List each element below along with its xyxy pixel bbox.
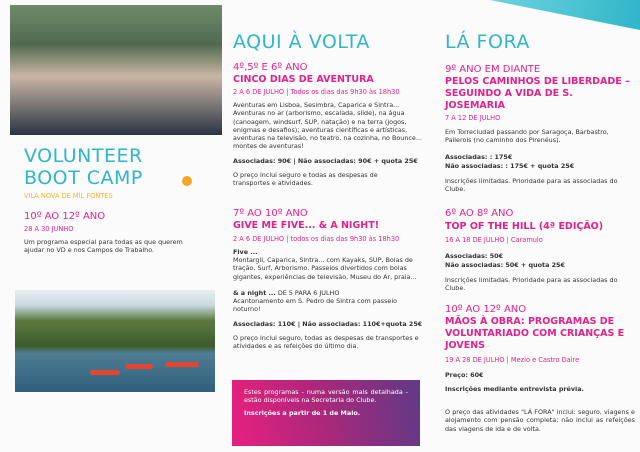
s2-night-date: DE 5 PARA 6 JULHO	[277, 289, 340, 297]
r2-date: 16 A 18 DE JULHO | Caramulo	[445, 236, 543, 244]
r2-note: Inscrições limitadas. Prioridade para as associadas do Clube.	[445, 276, 618, 293]
s1-title: CINCO DIAS DE AVENTURA	[233, 74, 374, 85]
s2-five-desc: Montargil, Caparica, Sintra... com Kayaks, SUP, Boias de tração, Surf, Arborismo. Passeios divertidos com bolas gigantes, experiências de televisão, Museu do Ar, praia...	[233, 256, 417, 281]
kayak	[90, 370, 120, 375]
flower-icon	[182, 176, 192, 186]
location: VILA NOVA DE MIL FONTES	[24, 192, 113, 200]
aqui-a-volta-heading: AQUI À VOLTA	[233, 31, 370, 53]
r1-grade: 9º ANO EM DIANTE	[445, 64, 541, 75]
s2-night-desc: Acantonamento em S. Pedro de Sintra com passeio noturno!	[233, 297, 398, 314]
kayak	[165, 362, 199, 367]
s2-night-label: & a night ...	[233, 289, 276, 297]
r1-note: Inscrições limitadas. Prioridade para as associadas do Clube.	[445, 177, 618, 194]
info-box	[232, 380, 420, 446]
kayak	[125, 364, 153, 369]
r3-grade: 10º AO 12º ANO	[445, 304, 527, 315]
s2-note: O preço inclui seguro, todas as despesas de transportes e atividades e as refeições do último dia.	[233, 334, 419, 351]
s1-grade: 4º,5º E 6º ANO	[233, 62, 308, 73]
volunteer-title: VOLUNTEER	[24, 145, 143, 167]
s2-five-label: Five ...	[233, 248, 258, 256]
r1-price1: Associadas: : 175€	[445, 153, 513, 161]
info-box-text: Estes programas - numa versão mais detalhada - estão disponíveis na Secretaria do Clube.	[244, 388, 408, 405]
bootcamp-grade: 10º AO 12º ANO	[24, 211, 106, 222]
la-fora-footer: O preço das atividades "LÁ FORA" inclui: seguro, viagens e alojamento com pensão completa; não inclui as refeições das viagens de ida e de volta.	[445, 408, 635, 433]
r3-title: MÃOS À OBRA: PROGRAMAS DE VOLUNTARIADO COM CRIANÇAS E JOVENS	[445, 316, 625, 351]
r1-desc: Em Torreciudad passando por Saragoça, Barbastro, Pallerols (no caminho dos Pirenéus).	[445, 128, 609, 145]
r3-price: Preço: 60€	[445, 371, 484, 379]
r2-title: TOP OF THE HILL (4ª EDIÇÃO)	[445, 221, 604, 232]
kayak-photo	[15, 290, 215, 392]
s1-date: 2 A 6 DE JULHO | Todos os dias das 9h30 às 18h30	[233, 88, 400, 96]
r2-grade: 6º AO 8º ANO	[445, 208, 514, 219]
r1-title: PELOS CAMINHOS DE LIBERDADE – SEGUINDO A VIDA DE S. JOSEMARIA	[445, 76, 630, 111]
r3-date: 19 A 28 DE JULHO | Mezio e Castro Daire	[445, 356, 580, 364]
r1-date: 7 A 12 DE JULHO	[445, 114, 501, 122]
girls-photo	[10, 5, 222, 135]
decorative-triangle	[490, 0, 640, 30]
s2-title: GIVE ME FIVE... & A NIGHT!	[233, 220, 380, 231]
info-box-signup: Inscrições a partir de 1 de Maio.	[244, 408, 361, 417]
s2-grade: 7º AO 10º ANO	[233, 208, 308, 219]
s2-prices: Associadas: 110€ | Não associadas: 110€+quota 25€	[233, 320, 423, 328]
bootcamp-desc: Um programa especial para todas as que querem ajudar no VD e nos Campos de Trabalho.	[24, 238, 183, 255]
s2-date: 2 A 6 DE JULHO | todos os dias das 9h30 às 18h30	[233, 235, 400, 243]
s1-desc: Aventuras em Lisboa, Sesimbra, Caparica e Sintra... Aventuras no ar (arborismo, escalada, slide), na água (canoagem, windsurf, SUP, natação) e na terra (jogos, enigmas e desafios); aventuras científicas e artísticas, aventuras na televisão, no teatro, na cozinha, no Bounce... montes de aventuras!	[233, 101, 422, 151]
s1-prices: Associadas: 90€ | Não associadas: 90€ + quota 25€	[233, 157, 418, 165]
la-fora-heading: LÁ FORA	[445, 31, 530, 53]
bootcamp-date: 28 A 30 JUNHO	[24, 225, 74, 233]
bootcamp-title: BOOT CAMP	[24, 167, 143, 189]
r2-price2: Não associadas: 50€ + quota 25€	[445, 261, 565, 269]
s1-note: O preço inclui seguro e todas as despesas de transportes e atividades.	[233, 171, 378, 188]
r1-price2: Não associadas: : 175€ + quota 25€	[445, 162, 575, 170]
r2-price1: Associadas: 50€	[445, 252, 504, 260]
r3-note: Inscrições mediante entrevista prévia.	[445, 385, 584, 393]
